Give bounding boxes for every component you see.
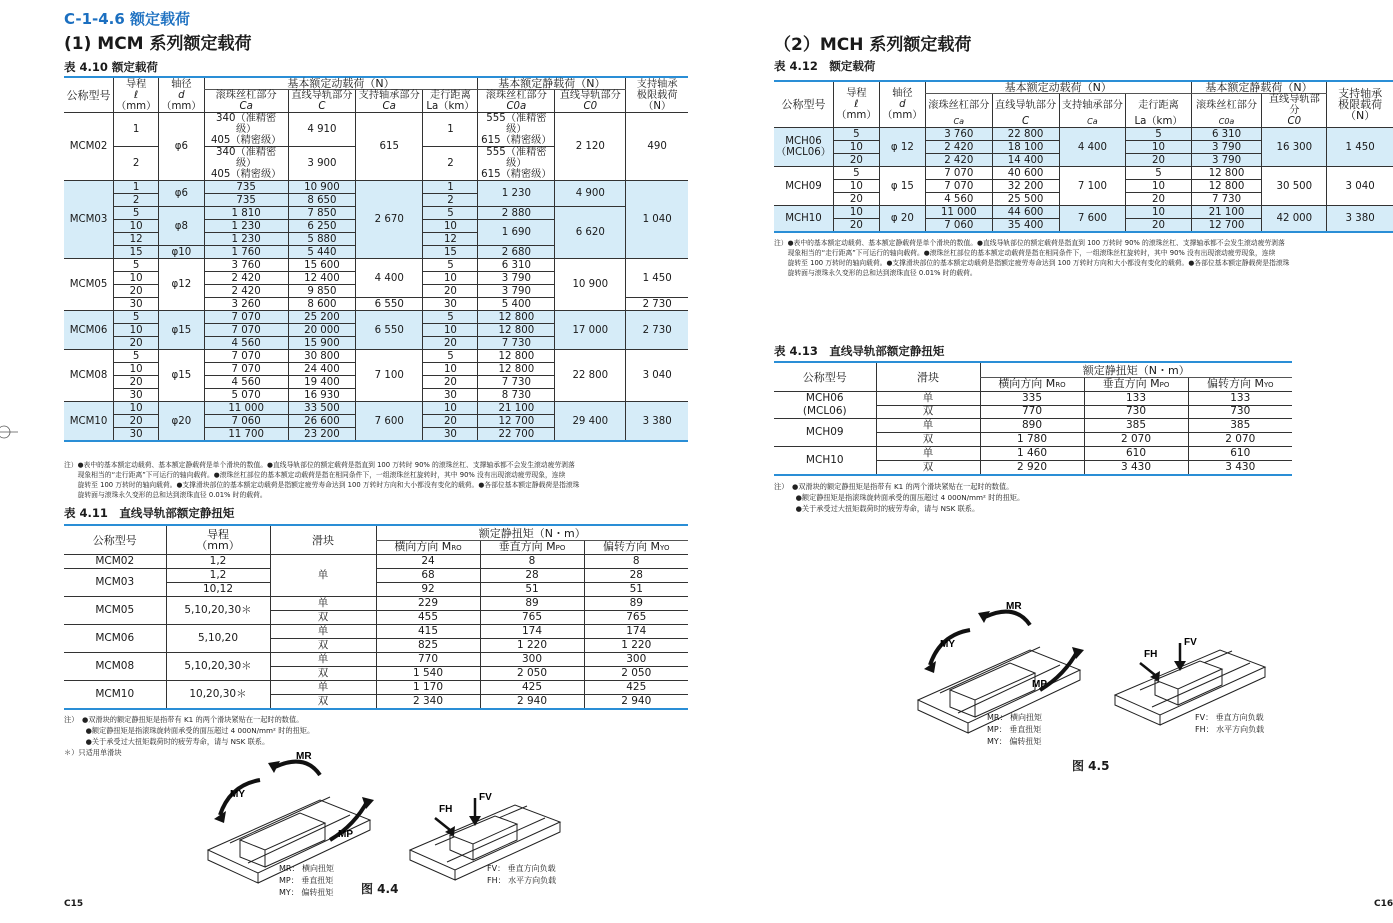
table-row: MCM02 1 φ6 340（准精密级） 405（精密级） 4 910 615 1 555（准精密级） 615（精密级） 2 120 490 [64,113,688,147]
col-mr: 横向方向 MRO [980,378,1084,392]
table-row: 20 2 420 9 850 20 3 790 [64,285,688,298]
model-cell: MCM10 [64,402,114,442]
figure-4-4-legend-left: MR： 横向扭矩 MP： 垂直扭矩 MY： 偏转扭矩 [279,864,335,897]
col-ball-screw: 滚珠丝杠部分 [925,94,992,117]
col-rail: 直线导轨部分 [288,90,355,102]
table-row: MCM03 1 φ6 735 10 900 2 670 1 1 230 4 900 1 040 [64,181,688,194]
figure-4-4-caption: 图 4.4 [361,882,399,896]
col-ball-screw: 滚珠丝杠部分 [204,90,288,102]
table-row: 10 7 070 20 000 10 12 800 [64,324,688,337]
table-4-13-notes: 注） ●双滑块的额定静扭矩是指带有 K1 的两个滑块紧贴在一起时的数值。 ●额定静扭矩是指滚珠旋转面承受的面压超过 4 000N/mm² 时的扭矩。 ●关于承受过大扭矩载荷时的疲劳寿命，请与 NSK 联系。 [774,482,1025,513]
col-dynamic-load: 基本额定动载荷（N） [204,77,478,90]
model-cell: MCH10 [774,206,833,233]
table-row: MCM03 1,2 68 28 28 [64,569,688,583]
table-row: (MCL06) 双 770 730 730 [774,405,1292,419]
col-model: 公称型号 [92,533,137,547]
model-cell: MCH09 [774,167,833,206]
table-row: MCM08 5 φ15 7 070 30 800 7 100 5 12 800 22 800 3 040 [64,350,688,363]
col-static-rail: 直线导轨部分 [1262,94,1327,117]
col-ball-sym: Ca [925,116,992,128]
col-block: 滑块 [876,362,980,392]
table-row: 10 7 070 24 400 10 12 800 [64,363,688,376]
table-4-13-caption: 表 4.13 直线导轨部额定静扭矩 [774,344,945,358]
table-row: 20 7 060 26 600 20 12 700 [64,415,688,428]
col-shaft: 轴径 d （mm） [879,81,925,128]
fv-label: FV [1184,637,1197,648]
table-row: 20 4 560 15 900 20 7 730 [64,337,688,350]
table-row: MCH10 10 φ 20 11 000 44 600 7 600 10 21 100 42 000 3 380 [774,206,1393,219]
col-srail-sym: C0 [1262,116,1327,128]
col-shaft: 轴径 d （mm） [159,77,204,113]
table-row: MCM02 1,2 单 24 8 8 [64,555,688,569]
mr-label: MR [296,751,312,762]
col-bearing: 支持轴承部分 [356,90,423,102]
fv-label: FV [479,792,492,803]
figure-4-5-legend-right: FV： 垂直方向负载 FH： 水平方向负载 [1195,713,1265,734]
col-limit-load: 支持轴承 极限载荷 （N） [1327,81,1393,128]
table-row: 30 3 260 8 600 6 550 30 5 400 2 730 [64,298,688,311]
table-row: MCM10 10,20,30＊ 单 1 170 425 425 [64,681,688,695]
col-distance: 走行距离 [1126,94,1191,117]
table-row: 10 1 230 6 250 10 1 690 [64,220,688,233]
table-row: 12 1 230 5 880 12 [64,233,688,246]
model-cell: MCM03 [64,181,114,259]
col-static-load: 基本额定静载荷（N） [1191,81,1327,94]
my-label: MY [230,789,245,800]
col-mr: 横向方向 MRO [376,541,480,555]
section-title: (1) MCM 系列额定载荷 [64,34,252,54]
col-bear-sym: Ca [1059,116,1126,128]
table-row: 双 2 920 3 430 3 430 [774,461,1292,476]
table-row: MCH06 单 335 133 133 [774,392,1292,406]
table-row: 双 1 540 2 050 2 050 [64,667,688,681]
col-static-rail: 直线导轨部分 [555,90,626,102]
table-row: MCM08 5,10,20,30＊ 单 770 300 300 [64,653,688,667]
col-lead: 导程 ℓ （mm） [833,81,879,128]
table-row: MCM06 5,10,20 单 415 174 174 [64,625,688,639]
col-mp: 垂直方向 MPO [1084,378,1188,392]
col-my: 偏转方向 MYO [584,541,688,555]
col-my: 偏转方向 MYO [1188,378,1292,392]
table-row: MCH09 单 890 385 385 [774,419,1292,433]
col-torque: 额定静扭矩（N・m） [376,525,688,541]
table-row: 双 2 340 2 940 2 940 [64,695,688,710]
table-row: MCM05 5 φ12 3 760 15 600 4 400 5 6 310 10 900 1 450 [64,259,688,272]
col-lead: 导程 ℓ （mm） [114,77,159,113]
table-row: 20 4 560 19 400 20 7 730 [64,376,688,389]
table-row: 20 4 560 25 500 20 7 730 [774,193,1393,206]
page-number-left: C15 [64,899,84,909]
my-label: MY [940,639,955,650]
table-row: MCM05 5,10,20,30＊ 单 229 89 89 [64,597,688,611]
table-row: 20 2 420 14 400 20 3 790 [774,154,1393,167]
col-static-load: 基本额定静载荷（N） [478,77,626,90]
page-number-right: C16 [1374,899,1393,909]
table-row: 10,12 92 51 51 [64,583,688,597]
figure-4-5-legend-left: MR： 横向扭矩 MP： 垂直扭矩 MY： 偏转扭矩 [987,713,1043,746]
model-cell: MCM06 [64,311,114,350]
table-row: 20 7 060 35 400 20 12 700 [774,219,1393,233]
col-limit-load: 支持轴承 极限载荷 （N） [626,77,688,113]
model-cell: MCM05 [64,259,114,311]
col-dist-sym: La（km） [423,101,478,113]
figure-4-4-legend-right: FV： 垂直方向负载 FH： 水平方向负载 [487,864,557,885]
fh-label: FH [1144,649,1158,660]
table-row: MCH06 （MCL06） 5 φ 12 3 760 22 800 4 400 5 6 310 16 300 1 450 [774,128,1393,141]
model-cell: MCM02 [64,113,114,181]
mr-label: MR [1006,601,1022,612]
fh-label: FH [439,804,453,815]
table-4-11 [64,524,688,710]
col-lead: 导程 （mm） [166,525,270,555]
table-row: MCM10 10 φ20 11 000 33 500 7 600 10 21 100 29 400 3 380 [64,402,688,415]
table-4-12 [774,80,1393,233]
table-row: 2 735 8 650 2 [64,194,688,207]
table-row: MCM06 5 φ15 7 070 25 200 6 550 5 12 800 17 000 2 730 [64,311,688,324]
col-distance: 走行距离 [423,90,478,102]
col-block: 滑块 [270,525,376,555]
table-row: 10 2 420 12 400 10 3 790 [64,272,688,285]
table-row: 双 455 765 765 [64,611,688,625]
mp-label: MP [338,829,353,840]
col-sball-sym: C0a [1191,116,1262,128]
col-model: 公称型号 [66,88,111,102]
col-static-ball: 滚珠丝杠部分 [478,90,555,102]
model-cell: MCM08 [64,350,114,402]
table-row: 15 φ10 1 760 5 440 15 2 680 [64,246,688,259]
table-4-11-notes: 注） ●双滑块的额定静扭矩是指带有 K1 的两个滑块紧贴在一起时的数值。 ●额定静扭矩是指滚珠旋转面承受的面压超过 4 000N/mm² 时的扭矩。 ●关于承受过大扭矩载荷时的疲劳寿命，请与 NSK 联系。 ＊）只适用单滑块 [64,715,315,757]
table-4-10-caption: 表 4.10 额定载荷 [64,60,158,74]
table-row: 双 1 780 2 070 2 070 [774,433,1292,447]
table-row: 2 340（准精密级） 405（精密级） 3 900 2 555（准精密级） 615（精密级） [64,147,688,181]
table-row: 5 φ8 1 810 7 850 5 2 880 6 620 [64,207,688,220]
mp-label: MP [1032,679,1047,690]
crop-mark [0,422,20,442]
col-rail-sym: C [992,116,1059,128]
col-bearing: 支持轴承部分 [1059,94,1126,117]
figure-4-5-caption: 图 4.5 [1072,759,1110,773]
col-model: 公称型号 [802,370,847,384]
col-bear-sym: Ca [356,101,423,113]
table-4-13 [774,361,1292,476]
section-title-right: （2）MCH 系列额定载荷 [774,35,972,55]
col-rail-sym: C [288,101,355,113]
col-mp: 垂直方向 MPO [480,541,584,555]
col-rail: 直线导轨部分 [992,94,1059,117]
table-row: MCH09 5 φ 15 7 070 40 600 7 100 5 12 800 30 500 3 040 [774,167,1393,180]
col-sball-sym: C0a [478,101,555,113]
col-ball-sym: Ca [204,101,288,113]
table-4-11-caption: 表 4.11 直线导轨部额定静扭矩 [64,506,235,520]
section-code: C-1-4.6 额定载荷 [64,10,191,28]
col-model: 公称型号 [781,98,826,111]
model-cell: MCH06 （MCL06） [774,128,833,167]
table-4-12-caption: 表 4.12 额定载荷 [774,59,876,73]
table-row: 双 825 1 220 1 220 [64,639,688,653]
col-torque: 额定静扭矩（N・m） [980,362,1292,378]
table-row: 30 11 700 23 200 30 22 700 [64,428,688,442]
col-srail-sym: C0 [555,101,626,113]
table-4-10 [64,76,688,442]
table-4-10-notes: 注）●表中的基本额定动载荷、基本额定静载荷是单个滑块的数值。●直线导轨部位的额定载荷是指直到 100 万转时 90% 的滚珠丝杠、支撑轴承都不会发生滚动疲劳剥落 现象相当的“走行距离”下可运行的轴向载荷。●滚珠丝杠部位的基本额定动载荷是指在相同条件下，一组滚珠丝杠旋转时，其中 90% 没有出现滚动疲劳现象，连续 旋转至 100 万转时的轴向载荷。●支撑滑块部位的基本额定动载荷是指额定疲劳寿命达到 100 万转时方向和大小都没有变化的载荷。●各部位基本额定静载荷是指滚珠 旋转面与滚珠永久变形的总和达到滚珠直径 0.01% 时的载荷。 [64,461,580,499]
col-dist-sym: La（km） [1126,116,1191,128]
table-row: 10 7 070 32 200 10 12 800 [774,180,1393,193]
table-4-12-notes: 注）●表中的基本额定动载荷、基本额定静载荷是单个滑块的数值。●直线导轨部位的额定载荷是指直到 100 万转时 90% 的滚珠丝杠、支撑轴承都不会发生滚动疲劳剥落 现象相当的“走行距离”下可运行的轴向载荷。●滚珠丝杠部位的基本额定动载荷是指在相同条件下，一组滚珠丝杠旋转时，其中 90% 没有出现滚动疲劳现象，连续 旋转至 100 万转时的轴向载荷。●支撑滑块部位的基本额定动载荷是指额定疲劳寿命达到 100 万转时方向和大小都没有变化的载荷。●各部位基本额定静载荷是指滚珠 旋转面与滚珠永久变形的总和达到滚珠直径 0.01% 时的载荷。 [774,239,1290,277]
table-row: 30 5 070 16 930 30 8 730 [64,389,688,402]
col-dynamic-load: 基本额定动载荷（N） [925,81,1191,94]
col-static-ball: 滚珠丝杠部分 [1191,94,1262,117]
table-row: 10 2 420 18 100 10 3 790 [774,141,1393,154]
table-row: MCH10 单 1 460 610 610 [774,447,1292,461]
